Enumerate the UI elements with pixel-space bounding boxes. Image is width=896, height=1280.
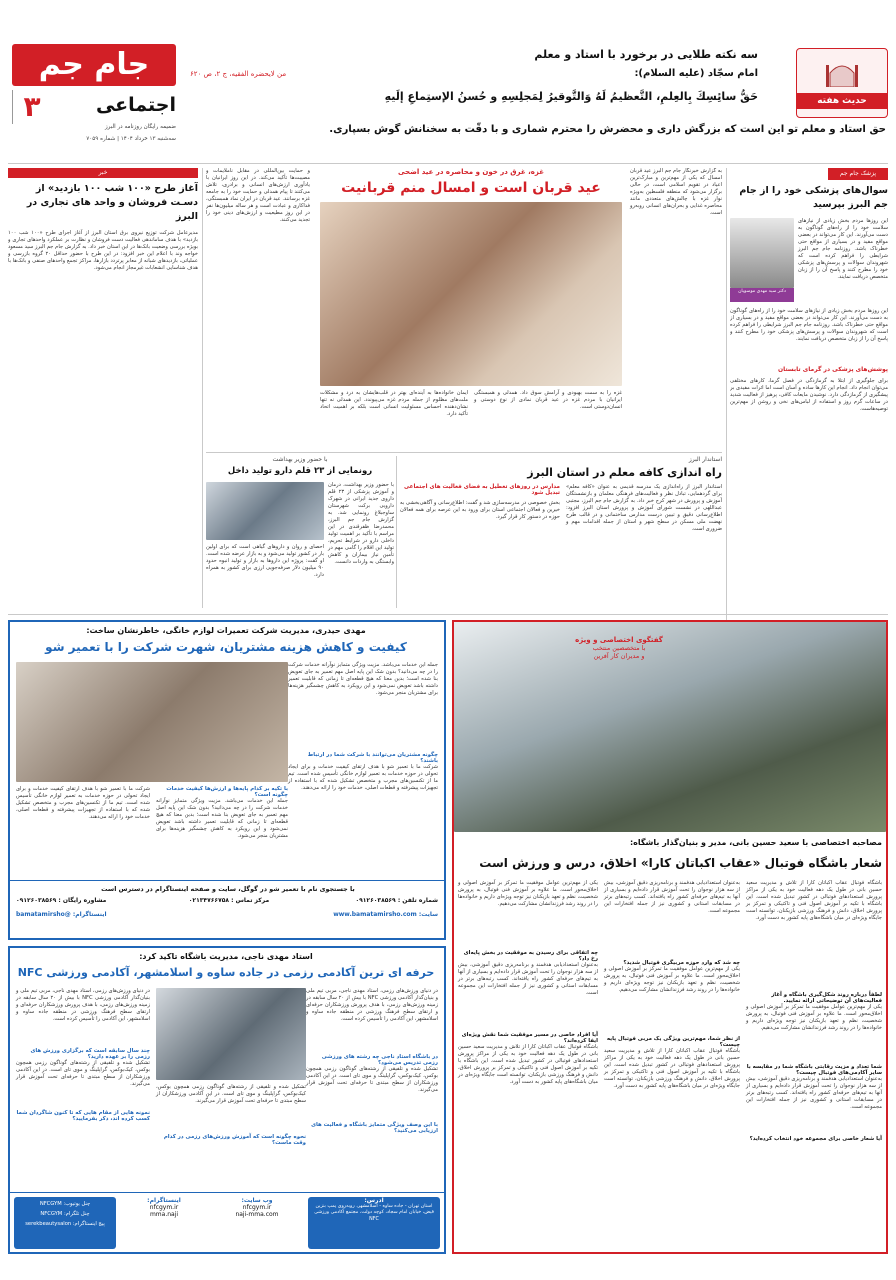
doctor-title: سوال‌های پزشکی خود را از جام جم البرز بپرسید [739, 185, 888, 210]
repair-body-c: جمله این خدمات می‌باشد. مزیت ویژگی متمایز نوآرانه خدمات شرکت را در چه می‌دانید؟ بدون شک این پایه اصل مهم تعمیر به جای تعویض بنا شده است؛ بدین معنا که هیچ قطعه‌ای تا زمانی که قابلیت تعمیر داشته باشد تعویض نمی‌شود و این رویکرد به کاهش چشمگیر هزینه‌ها برای مشتریان منجر می‌شود. [156, 798, 288, 839]
divider [8, 614, 888, 615]
nfc-body-d: در دنیای ورزش‌های رزمی، استاد مهدی ناجی، مربی تیم ملی و بنیان‌گذار آکادمی ورزشی NFC با بیش از ۲۰ سال سابقه در زمینه ورزش‌های رزمی، با هدف پرورش ورزشکاران حرفه‌ای و ارتقای سطح فرهنگ ورزشی در منطقه جاده ساوه و اسلامشهر، این آکادمی را تأسیس کرده است. [16, 988, 150, 1022]
nfc-address-label: آدرس: [364, 1197, 384, 1204]
doctor-column [730, 168, 888, 620]
football-body-f: به‌عنوان استعدادیابی هدفمند و برنامه‌ریزی دقیق آموزشی، بیش از سه هزار نوجوان را تحت آموزش قرار داده‌ایم و بسیاری از آنها به تیم‌های حرفه‌ای کشور راه یافته‌اند. کسب رتبه‌های برتر در مسابقات استانی و کشوری نیز از جمله افتخارات این مجموعه است. [458, 962, 598, 996]
supplement-line: ضمیمه رایگان روزنامه در البرز [104, 124, 176, 130]
mosque-icon [825, 57, 859, 87]
football-badge-line3: و مدیران کار آفرین [593, 652, 645, 660]
rounaghi-article [206, 456, 394, 608]
repair-photo [16, 662, 288, 782]
repair-body-b: شرکت ما با تعمیر شو با هدف ارتقای کیفیت خدمات و برای ایجاد تحولی در حوزه خدمات به تعمیر لوازم خانگی تأسیس شده است. تیم ما از تکنسین‌های مجرب و متخصص تشکیل شده که با استفاده از تجهیزات پیشرفته و قطعات اصلی، خدمات خود را ارائه می‌دهند. [288, 764, 438, 791]
nfc-q1: در باشگاه استاد ناجی چه رشته های ورزشی رزمی تدریس می‌شود؟ [321, 1054, 438, 1066]
football-kicker: مصاحبه اختصاصی با سعید حسین بانی، مدیر و بنیان‌گذار باشگاه: [629, 838, 882, 847]
football-body-c: یکی از مهم‌ترین عوامل موفقیت ما تمرکز بر آموزش اصولی و اخلاق‌محور است. ما علاوه بر آموزش فنی فوتبال، به پرورش شخصیت، نظم و تعهد بازیکنان نیز توجه ویژه‌ای داریم و خانواده‌ها را در روند رشد فرزندانشان مشارکت می‌دهیم. [604, 966, 740, 993]
football-badge-line2: با متخصصین منتخب [592, 644, 646, 652]
nfc-insta-box [122, 1197, 206, 1249]
nfc-body-c: تشکیل شده و تلفیقی از رشته‌های گوناگون رزمی همچون بوکس، کیک‌بوکس، گراپلینگ و موی تای است. در این آکادمی ورزشکاران از سطح مبتدی تا حرفه‌ای تحت آموزش قرار می‌گیرند. [156, 1084, 306, 1104]
tejarat-kicker: خبر [8, 168, 198, 178]
nfc-col-right [306, 988, 438, 1188]
rounaghi-title: رونمایی از ۲۳ قلم دارو تولید داخل [227, 466, 373, 476]
repair-phone3[interactable]: مشاوره رایگان : ۰۹۱۲۶۰۳۸۵۶۹ [16, 897, 107, 904]
nfc-col-left [16, 988, 150, 1188]
nfc-col-mid [156, 1084, 306, 1188]
nfc-address: استان تهران - جاده ساوه - اسلامشهر، روبه‌روی پمپ بنزین فیض، خیابان امام سجاد، کوچه دولت، مجتمع آکادمی ورزشی NFC [314, 1204, 434, 1222]
football-badge-line1: گفتگوی اختصاصی و ویژه [575, 636, 663, 644]
nfc-body-e: تشکیل شده و تلفیقی از رشته‌های گوناگون رزمی همچون بوکس، کیک‌بوکس، گراپلینگ و موی تای است. در این آکادمی ورزشکاران از سطح مبتدی تا حرفه‌ای تحت آموزش قرار می‌گیرند. [16, 1060, 150, 1087]
football-col-left [458, 880, 598, 1250]
date-line: سه‌شنبه ۱۳ خرداد ۱۴۰۴ | شماره ۷۰۵۹ [86, 136, 176, 142]
tejarat-title: آغاز طرح «۱۰۰ شب ۱۰۰ بازدید» از دسـت فروشان و واحد های تجاری در البرز [26, 183, 198, 222]
football-body: باشگاه فوتبال عقاب اکباتان کارا از تلاش و مدیریت سعید حسین بانی در طول یک دهه فعالیت خود به یکی از مراکز پرورش استعدادهای فوتبالی در کشور تبدیل شده است. این باشگاه با تکیه بر آموزش اصول فنی و تاکتیکی و تمرکز بر پرورش اخلاق، دانش و فرهنگ ورزشی بازیکنان، توانسته است جایگاه ویژه‌ای در میان باشگاه‌های پایه کشور به دست آورد. [746, 880, 882, 921]
football-col-mid [604, 880, 740, 1250]
football-title: شعار باشگاه فوتبال «عقاب اکباتان کارا» اخلاق، درس و ورزش است [479, 856, 882, 870]
nfc-photo [156, 988, 306, 1080]
repair-phone2[interactable]: مرکز تماس : ۰۲۱۳۴۷۶۶۷۵۸ [188, 897, 270, 904]
nfc-q3: نحوه چگونه است که آموزش ورزش‌های رزمی در کدام وقت ماست؟ [163, 1134, 306, 1146]
nfc-insta2[interactable]: mma.naji [149, 1211, 179, 1218]
moalem-article [400, 456, 722, 608]
hadith-banner [186, 44, 888, 160]
rounaghi-kicker: با حضور وزیر بهداشت [272, 456, 328, 463]
repair-footer [10, 880, 444, 939]
hadith-label: حدیث هفته [797, 93, 887, 109]
hadith-line1: سه نکته طلایی در برخورد با استاد و معلم [534, 48, 758, 61]
hadith-arabic: حَقُّ سائِسِكَ بِالعِلمِ، التَّعظيمُ لَهُ وَالتَّوقيرُ لِمَجلِسِهِ و حُسنُ الإستِماعِ إلَيهِ [384, 90, 758, 103]
nfc-site[interactable]: nfcgym.ir [242, 1204, 272, 1211]
football-q2: شما تعداد و مزیت رقابتی باشگاه شما در مقایسه با سایر آکادمی‌های فوتبال چیست؟ [746, 1064, 882, 1076]
nfc-body: در دنیای ورزش‌های رزمی، استاد مهدی ناجی، مربی تیم ملی و بنیان‌گذار آکادمی ورزشی NFC با بیش از ۲۰ سال سابقه در زمینه ورزش‌های رزمی، با هدف پرورش ورزشکاران حرفه‌ای و ارتقای سطح فرهنگ ورزشی در منطقه جاده ساوه و اسلامشهر، این آکادمی را تأسیس کرده است. [306, 988, 438, 1022]
football-body-e: یکی از مهم‌ترین عوامل موفقیت ما تمرکز بر آموزش اصولی و اخلاق‌محور است. ما علاوه بر آموزش فنی فوتبال، به پرورش شخصیت، نظم و تعهد بازیکنان نیز توجه ویژه‌ای داریم و خانواده‌ها را در روند رشد فرزندانشان مشارکت می‌دهیم. [458, 880, 598, 907]
football-body-b: به‌عنوان استعدادیابی هدفمند و برنامه‌ریزی دقیق آموزشی، بیش از سه هزار نوجوان را تحت آموزش قرار داده‌ایم و بسیاری از آنها به تیم‌های حرفه‌ای کشور راه یافته‌اند. کسب رتبه‌های برتر در مسابقات استانی و کشوری نیز از جمله افتخارات این مجموعه است. [604, 880, 740, 914]
nfc-youtube[interactable]: چنل یوتیوب: NFCGYM [39, 1201, 91, 1207]
nfc-insta1[interactable]: nfcgym.ir [149, 1204, 179, 1211]
repair-col-mid [156, 786, 288, 878]
football-col-right [746, 880, 882, 1250]
eid-body-left: به گزارش خبرنگار جام جم البرز عید قربان امسال که یکی از مهم‌ترین و مبارک‌ترین اعیاد در تقویم اسلامی است، در حالی برگزار می‌شود که منطقه فلسطین به‌ویژه نوار غزه با چالش‌های متعددی مانند محاصره غذایی و بحران‌های انسانی روبه‌رو است. [630, 168, 722, 216]
nfc-q4: چند سال سابقه است که برگزاری ورزش های رزمی را بر عهده دارید؟ [30, 1048, 150, 1060]
rounaghi-body: با حضور وزیر بهداشت، درمان و آموزش پزشکی از ۲۳ قلم داروی جدید ایرانی در شهرک دارویی برکت شهرستان ساوجبلاغ رونمایی شد. به گزارش جام جم البرز، محمدرضا ظفرقندی در این مراسم با تأکید بر اهمیت تولید داخلی دارو در شرایط تحریم، تولید این اقلام را گامی مهم در تأمین نیاز بیماران و کاهش وابستگی به واردات دانست. [328, 482, 394, 565]
page-number: ۳ [12, 90, 51, 124]
rounaghi-body2: احصای و روان و داروهای گیاهی است که برای اولین بار در کشور تولید می‌شود و به بازار عرضه شده است. او گفت: پروژه این داروها به بازار و تولید انبوه حدود ۹۰ میلیون دلار صرفه‌جویی ارزی برای کشور به همراه دارد. [206, 544, 324, 578]
football-body-d: باشگاه فوتبال عقاب اکباتان کارا از تلاش و مدیریت سعید حسین بانی در طول یک دهه فعالیت خود به یکی از مراکز پرورش استعدادهای فوتبالی در کشور تبدیل شده است. این باشگاه با تکیه بر آموزش اصول فنی و تاکتیکی و تمرکز بر پرورش اخلاق، دانش و فرهنگ ورزشی بازیکنان، توانسته است جایگاه ویژه‌ای در میان باشگاه‌های پایه کشور به دست آورد. [604, 1048, 740, 1089]
rounaghi-photo [206, 482, 324, 540]
football-body3: به‌عنوان استعدادیابی هدفمند و برنامه‌ریزی دقیق آموزشی، بیش از سه هزار نوجوان را تحت آموزش قرار داده‌ایم و بسیاری از آنها به تیم‌های حرفه‌ای کشور راه یافته‌اند. کسب رتبه‌های برتر در مسابقات استانی و کشوری نیز از جمله افتخارات این مجموعه است. [746, 1076, 882, 1110]
football-q7: آیا افراد خاصی در مسیر موفقیت شما نقش ویژه‌ای ایفا کرده‌اند؟ [461, 1032, 598, 1044]
doctor-body-cont: این روزها مردم بخش زیادی از نیازهای سلامت خود را از راه‌های گوناگون به دست می‌آورند. این کار می‌تواند در بعضی مواقع مفید و در بسیاری از مواقع حتی خطرناک باشد. روزنامه جام جم البرز شرایطی را فراهم کرده است که شهروندان سوالات و پرسش‌های پزشکی خود را مطرح کنند و پاسخ آن را از زبان متخصص دریافت نمایند. [730, 308, 888, 342]
repair-ad [8, 620, 446, 940]
eid-kicker: غزه، غرق در خون و محاصره در عید اضحی [397, 168, 545, 176]
divider [726, 168, 727, 620]
repair-site[interactable]: سایت: www.bamatamirsho.com [333, 911, 438, 918]
nfc-q2: با این وصف ویژگی متمایز باشگاه و فعالیت های ارزیابی می‌کنید؟ [311, 1122, 438, 1134]
doctor-body2: برای جلوگیری از ابتلا به گرمازدگی در فصل گرما، کارهای مختلفی می‌توان انجام داد. انجام این کارها ساده و آسان است اما اثرات مفیدی بر پیشگیری از گرمازدگی دارد. نوشیدن مایعات کافی، پرهیز از فعالیت شدید در ساعات گرم روز و استفاده از لباس‌های نخی و روشن از مهم‌ترین توصیه‌هاست. [730, 378, 888, 412]
hadith-source: من لایحضره الفقیه، ج ۲، ص ۶۲۰ [190, 70, 287, 78]
nfc-channels [14, 1197, 116, 1249]
football-q1: لطفاً درباره روند شکل‌گیری باشگاه و آغاز فعالیت‌های آن توضیحاتی ارائه نمایید. [771, 992, 882, 1004]
repair-body: جمله این خدمات می‌باشد. مزیت ویژگی متمایز نوآرانه خدمات شرکت را در چه می‌دانید؟ بدون شک این پایه اصل مهم تعمیر به جای تعویض بنا شده است؛ بدین معنا که هیچ قطعه‌ای تا زمانی که قابلیت تعمیر داشته باشد تعویض نمی‌شود و این رویکرد به کاهش چشمگیر هزینه‌ها برای مشتریان منجر می‌شود. [288, 662, 438, 696]
divider [396, 456, 397, 608]
logo: جام جم [12, 44, 176, 86]
eid-feature [316, 168, 722, 450]
nfc-page[interactable]: پیج اینستاگرام: serekbeautysalon [25, 1221, 105, 1227]
nfc-address-box [308, 1197, 440, 1249]
nfc-kicker: استاد مهدی ناجی، مدیریت باشگاه تاکید کرد: [139, 952, 313, 961]
center-column [206, 168, 310, 450]
repair-title: کیفیت و کاهش هزینه مشتریان، شهرت شرکت را با تعمیر شو [45, 640, 407, 654]
hadith-label-box [796, 48, 888, 118]
moalem-subhead: مدارس در روزهای تعطیل به فضای فعالیت های اجتماعی تبدیل شود [403, 484, 560, 496]
center-body: و حمایت بین‌المللی در مقابل ناملایمات و مصیبت‌ها تأکید می‌کند. در این روز ایرانیان با یادآوری ارزش‌های انسانی و برادری، تلاش می‌کنند تا پیام همدلی و حمایت خود را به جامعه غزه برسانند. عید قربان در ایران نماد همبستگی، فداکاری و عبادت است و هر ساله میلیون‌ها نفر در این روز مطیعیت و ارزش‌های دینی خود را تجدید می‌کنند. [206, 168, 310, 223]
eid-body-right: ایمان خانواده‌ها به آینده‌ای بهتر در قلب‌هایشان به درد و مشکلات ملت‌های مظلوم از جمله مردم غزه می‌پیوندد. این همدلی نه تنها نشان‌دهنده احساس مسئولیت انسانی است بلکه بر اهمیت اتحاد تأکید دارد. [320, 390, 468, 417]
nfc-site-box [212, 1197, 302, 1249]
hadith-line2: امام سجّاد (علیه السلام): [634, 68, 758, 79]
nfc-q5: نمونه هایی از مقام هایی که تا کنون شاگردان شما کسب کرده اند، ذکر بفرمایید؟ [16, 1110, 150, 1122]
masthead [8, 44, 180, 160]
nfc-site2[interactable]: naji-mma.com [235, 1211, 279, 1218]
moalem-body: استاندار البرز از راه‌اندازی یک مدرسه قدیمی به عنوان «کافه معلم» برای گردهمایی، تبادل نظر و فعالیت‌های فرهنگی معلمان و بازنشستگان آموزش و پرورش در شهر کرج خبر داد. به گزارش جام جم البرز، مجتبی عبداللهی در نشست شورای آموزش و پرورش استان البرز افزود: اطلاع‌رسانی دقیق و تبیین درست مدارس ساختمانی و در قالب طرح نهضت ملی مسکن در سطح شهر و استان از جمله اقدامات مهم و ضروری است. [566, 484, 722, 532]
football-q3: آیا شعار خاصی برای مجموعه خود انتخاب کرده‌اید؟ [749, 1136, 882, 1142]
football-badge [564, 636, 674, 680]
repair-col-left: شرکت ما با تعمیر شو با هدف ارتقای کیفیت خدمات و برای ایجاد تحولی در حوزه خدمات به تعمیر لوازم خانگی تأسیس شده است. تیم ما از تکنسین‌های مجرب و متخصص تشکیل شده که با استفاده از تجهیزات پیشرفته و قطعات اصلی، خدمات خود را ارائه می‌دهند. [16, 786, 150, 820]
nfc-title: حرفه ای ترین آکادمی رزمی در جاده ساوه و اسلامشهر، آکادمی ورزشی NFC [17, 966, 435, 979]
moalem-title: راه اندازی کافه معلم در استان البرز [527, 466, 722, 479]
football-article [452, 620, 888, 1254]
moalem-kicker: استاندار البرز [688, 456, 722, 463]
repair-insta[interactable]: اینستاگرام: @bamatamirsho [16, 911, 107, 918]
repair-phone1[interactable]: شماره تلفن : ۰۹۱۲۶۰۳۸۵۶۹ [355, 897, 438, 904]
section-title: اجتماعی [95, 94, 176, 116]
football-q6: چه اتفاقی برای رسیدن به موفقیت در بخش پایه‌ای رخ داد؟ [463, 950, 598, 962]
nfc-telegram[interactable]: چنل تلگرام: NFCGYM [40, 1211, 90, 1217]
repair-kicker: مهدی حیدری، مدیریت شرکت تعمیرات لوازم خانگی، خاطرنشان ساخت: [86, 626, 366, 635]
football-q5: از نظر شما، مهم‌ترین ویژگی یک مربی فوتبال پایه چیست؟ [606, 1036, 740, 1048]
nfc-footer [10, 1192, 444, 1253]
football-q4: چه شد که وارد حوزه مربیگری فوتبال شدید؟ [623, 960, 740, 966]
divider [206, 452, 722, 453]
repair-col-right [288, 662, 438, 876]
eid-body-mid: غزه را به سمت بهبودی و آرامش سوق داد. همدلی و همبستگی ایرانیان با مردم غزه در عید قربان نمادی از نوع دوستی و انسان‌دوستی است. [474, 390, 622, 410]
football-body-g: باشگاه فوتبال عقاب اکباتان کارا از تلاش و مدیریت سعید حسین بانی در طول یک دهه فعالیت خود به یکی از مراکز پرورش استعدادهای فوتبالی در کشور تبدیل شده است. این باشگاه با تکیه بر آموزش اصول فنی و تاکتیکی و تمرکز بر پرورش اخلاق، دانش و فرهنگ ورزشی بازیکنان، توانسته است جایگاه ویژه‌ای در میان باشگاه‌های پایه کشور به دست آورد. [458, 1044, 598, 1085]
hadith-translation: حق استاد و معلم تو این است که بزرگش داری و محضرش را محترم شماری و با دقّت به سخنانش گوش بسپاری. [329, 124, 886, 135]
doctor-subhead: پوشش‌های پزشکی در گرمای تابستان [777, 366, 888, 373]
repair-q1: چگونه مشتریان می‌توانند با شرکت شما در ارتباط باشند؟ [307, 752, 438, 764]
tejarat-article [8, 168, 198, 608]
moalem-body2: بخش خصوصی در مدرسه‌سازی شد و گفت: اطلاع‌رسانی و آگاهی‌بخشی به خیرین و فعالان اجتماعی استان برای ورود به این عرصه برای همه فعالان حوزه در دستور کار قرار گیرد. [400, 500, 560, 520]
doctor-body: این روزها مردم بخش زیادی از نیازهای سلامت خود را از راه‌های گوناگون به دست می‌آورند. این کار می‌تواند در بعضی مواقع مفید و در بسیاری از مواقع حتی خطرناک باشد. روزنامه جام جم البرز شرایطی را فراهم کرده است که شهروندان سوالات و پرسش‌های پزشکی خود را مطرح کنند و پاسخ آن را از زبان متخصص دریافت نمایند. [798, 218, 888, 280]
tejarat-body: مدیرعامل شرکت توزیع نیروی برق استان البرز از آغاز اجرای طرح «۱۰۰ شب ۱۰۰ بازدید» با هدف ساماندهی فعالیت دست فروشان و نظارت بر عملکرد واحدهای تجاری و بویژه بررسی وضعیت بانک‌ها در این استان خبر داد. به گزارش جام جم البرز سید مسعود خواجه وند با اعلام این خبر افزود: در این طرح با حضور حداقل ۲۰ گروه بازرسی و عملیاتی، بازدیدهای شبانه از معابر پرتردد بازارها، مراکز تجمع واحدهای صنفی و بانک‌ها با هدف شناسایی انشعابات غیرمجاز انجام می‌شود. [8, 230, 198, 271]
divider [202, 168, 203, 608]
doctor-kicker: پزشک جام جم [828, 168, 888, 180]
eid-title: عید قربان است و امسال منم قربانیت [341, 180, 601, 196]
doctor-caption: دکتر سید مهدی موسویان [730, 288, 794, 302]
eid-photo [320, 202, 622, 386]
nfc-insta-label: اینستاگرام: [147, 1197, 181, 1204]
repair-cta: با جستجوی نام با تعمیر شو در گوگل، سایت و صفحه اینستاگرام در دسترس است [101, 885, 355, 893]
nfc-site-label: وب سایت: [241, 1197, 273, 1204]
nfc-body-b: تشکیل شده و تلفیقی از رشته‌های گوناگون رزمی همچون بوکس، کیک‌بوکس، گراپلینگ و موی تای است. در این آکادمی ورزشکاران از سطح مبتدی تا حرفه‌ای تحت آموزش قرار می‌گیرند. [306, 1066, 438, 1093]
football-body2: یکی از مهم‌ترین عوامل موفقیت ما تمرکز بر آموزش اصولی و اخلاق‌محور است. ما علاوه بر آموزش فنی فوتبال، به پرورش شخصیت، نظم و تعهد بازیکنان نیز توجه ویژه‌ای داریم و خانواده‌ها را در روند رشد فرزندانشان مشارکت می‌دهیم. [746, 1004, 882, 1031]
doctor-photo [730, 218, 794, 288]
nfc-ad [8, 946, 446, 1254]
repair-q2: با تکیه بر کدام پایه‌ها و ارزش‌ها کیفیت خدمات چگونه است؟ [166, 786, 288, 798]
divider [8, 163, 888, 164]
